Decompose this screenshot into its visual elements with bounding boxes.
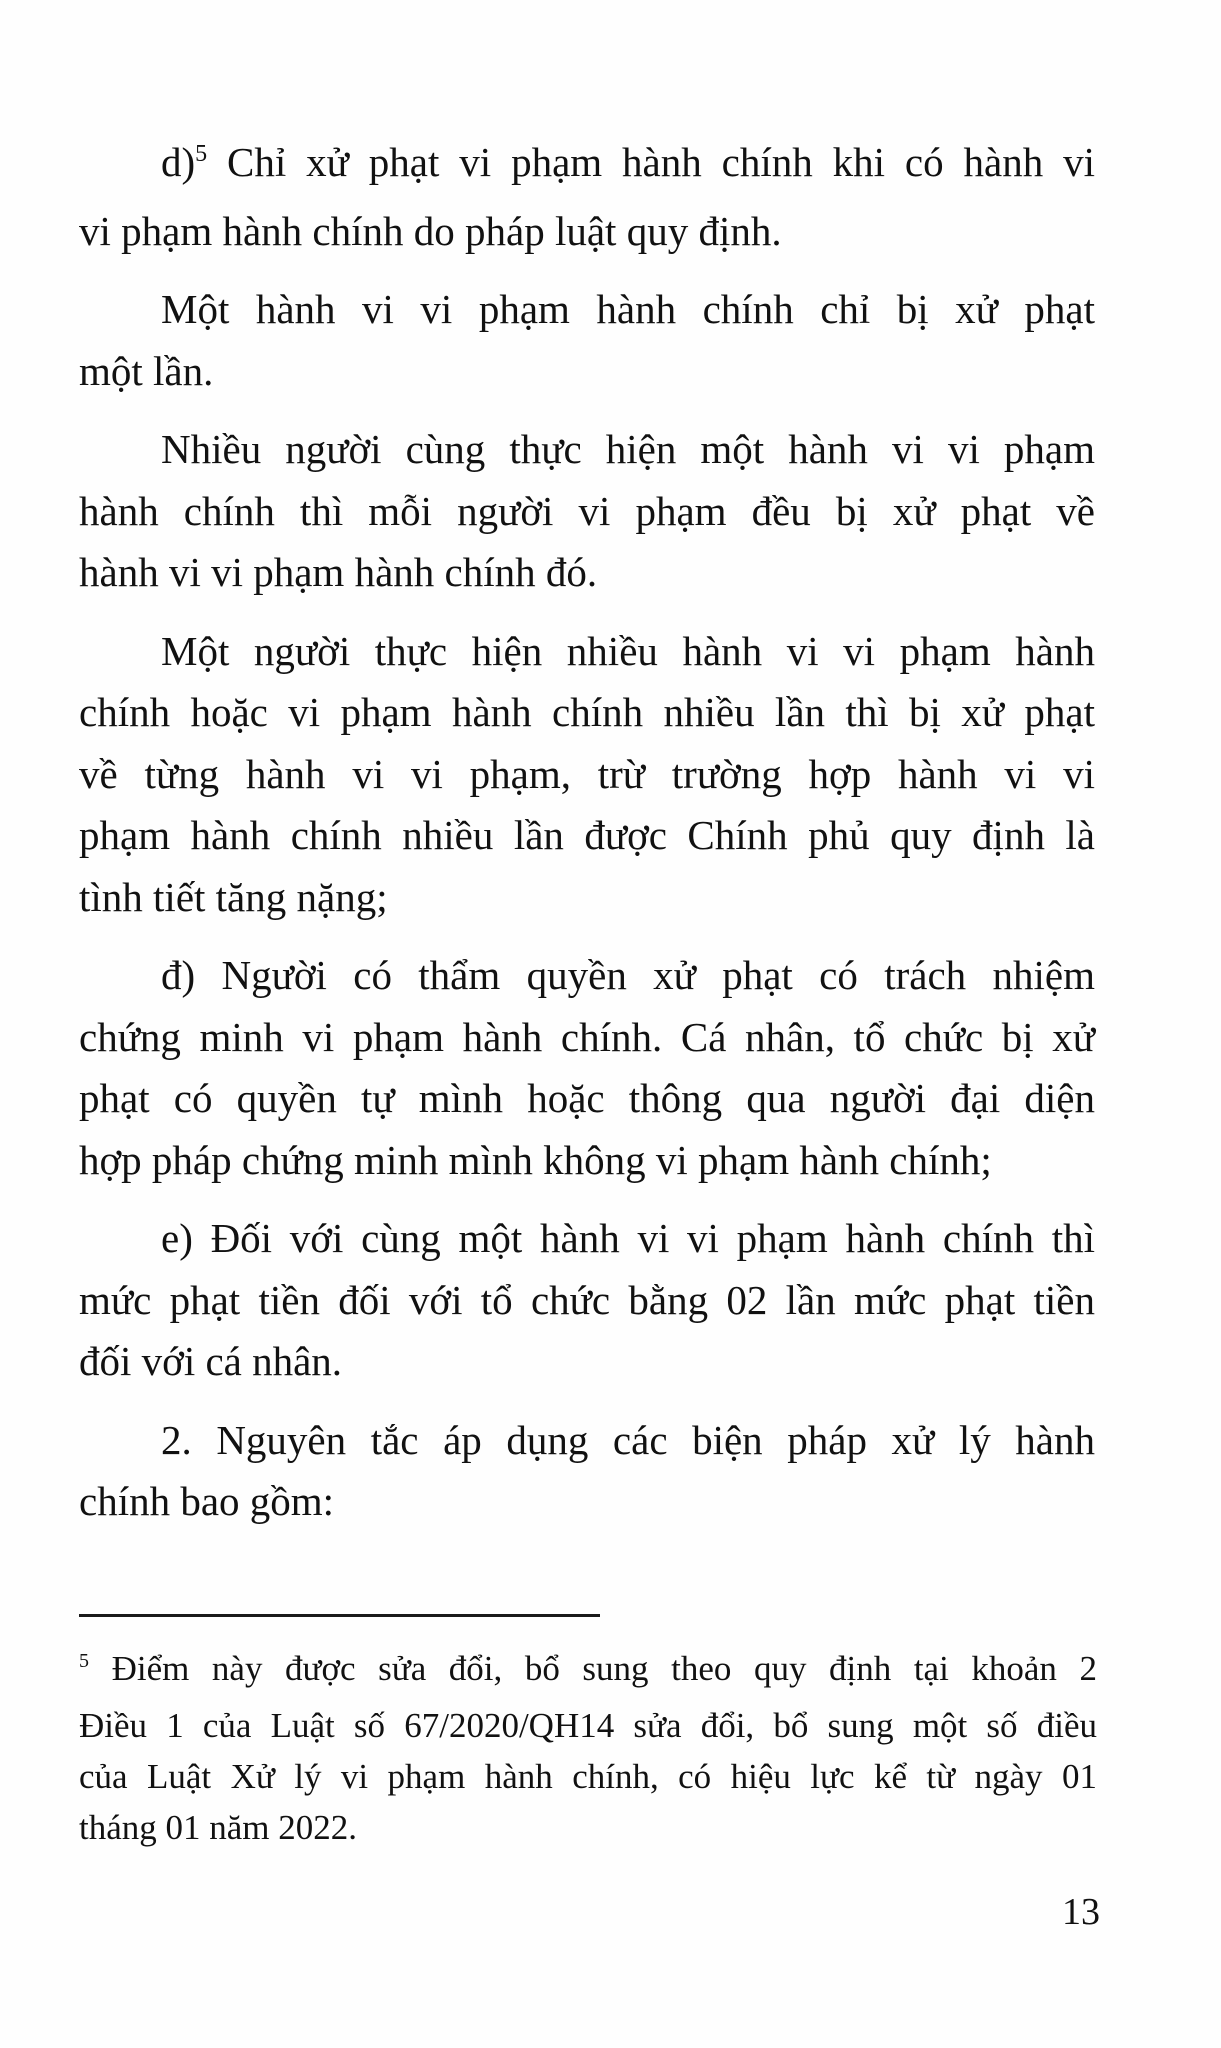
text-line: Một hành vi vi phạm hành chính chỉ bị xử phạt [161, 286, 1095, 332]
text-line: 2. Nguyên tắc áp dụng các biện pháp xử lý hành [161, 1416, 1095, 1463]
paragraph-section-2 [79, 1410, 1095, 1533]
text-line: hợp pháp chứng minh mình không vi phạm hành chính; [79, 1136, 992, 1183]
text-line: hành chính thì mỗi người vi phạm đều bị xử phạt về [79, 487, 1095, 534]
text-line: chính bao gồm: [79, 1478, 335, 1524]
footnote-line: tháng 01 năm 2022. [79, 1808, 358, 1847]
footnote-number: 5 [79, 1650, 89, 1672]
footnote-line: của Luật Xử lý vi phạm hành chính, có hiệu lực kể từ ngày 01 [79, 1757, 1097, 1796]
footnote-line: Điều 1 của Luật số 67/2020/QH14 sửa đổi, bổ sung một số điều [79, 1706, 1097, 1745]
text-line: chính hoặc vi phạm hành chính nhiều lần thì bị xử phạt [79, 689, 1095, 735]
text-line: đối với cá nhân. [79, 1338, 343, 1384]
text-line: phạm hành chính nhiều lần được Chính phủ quy định là [79, 812, 1095, 858]
footnote-reference[interactable]: 5 [195, 141, 208, 167]
text-line: về từng hành vi vi phạm, trừ trường hợp hành vi vi [79, 750, 1095, 797]
text-line: d)$^5$ Chỉ xử phạt vi phạm hành chính khi có hành vi [161, 139, 1095, 185]
paragraph-once [79, 279, 1095, 402]
text-line: Một người thực hiện nhiều hành vi vi phạm hành [161, 627, 1095, 674]
footnote-line: $^5$ Điểm này được sửa đổi, bổ sung theo quy định tại khoản 2 [79, 1649, 1097, 1688]
text-line: chứng minh vi phạm hành chính. Cá nhân, tổ chức bị xử [79, 1013, 1095, 1060]
footnote [79, 1643, 1097, 1853]
text-line: tình tiết tăng nặng; [79, 873, 388, 920]
item-marker: d) [161, 139, 196, 185]
paragraph-e [79, 1208, 1095, 1393]
text-line: đ) Người có thẩm quyền xử phạt có trách nhiệm [161, 952, 1095, 998]
paragraph-d [79, 132, 1095, 262]
text-line: e) Đối với cùng một hành vi vi phạm hành chính thì [161, 1215, 1095, 1261]
footnote-separator [79, 1614, 600, 1617]
text-line: mức phạt tiền đối với tổ chức bằng 02 lần mức phạt tiền [79, 1276, 1095, 1323]
text-line: phạt có quyền tự mình hoặc thông qua người đại diện [79, 1075, 1095, 1121]
text-line: hành vi vi phạm hành chính đó. [79, 549, 598, 595]
text-line: vi phạm hành chính do pháp luật quy định. [79, 207, 782, 254]
body-text [79, 132, 1095, 1550]
page-number: 13 [1062, 1891, 1100, 1933]
text-line: Nhiều người cùng thực hiện một hành vi vi phạm [161, 426, 1095, 472]
paragraph-dd [79, 945, 1095, 1191]
paragraph-multiple-violations [79, 621, 1095, 929]
paragraph-multiple-persons [79, 419, 1095, 604]
text-line: một lần. [79, 347, 214, 394]
